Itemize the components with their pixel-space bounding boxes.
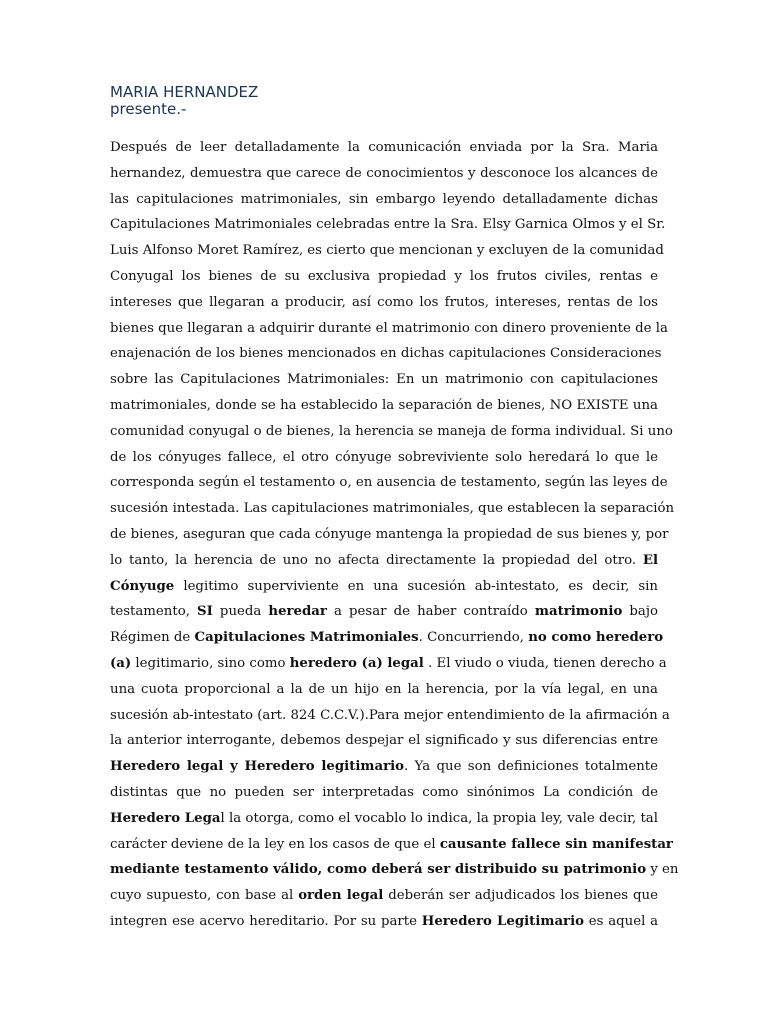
- text-run: lo tanto, la herencia de uno no afecta directamente la propiedad del otro.: [110, 552, 643, 568]
- text-run: matrimoniales, donde se ha establecido la separación de bienes, NO EXISTE una: [110, 397, 658, 413]
- text-run: sobre las Capitulaciones Matrimoniales: En un matrimonio con capitulaciones: [110, 372, 658, 388]
- text-run: de bienes, aseguran que cada cónyuge mantenga la propiedad de sus bienes y, por: [110, 526, 669, 542]
- text-run: y en: [646, 862, 679, 878]
- text-run: corresponda según el testamento o, en ausencia de testamento, según las leyes de: [110, 475, 668, 491]
- text-run: intereses que llegaran a producir, así como los frutos, intereses, rentas de los: [110, 294, 658, 310]
- bold-text-run: (a): [110, 655, 132, 671]
- text-run: integren ese acervo hereditario. Por su parte: [110, 913, 422, 929]
- text-run: testamento,: [110, 604, 198, 620]
- text-line: [110, 625, 664, 651]
- text-run: Régimen de: [110, 630, 195, 646]
- bold-text-run: mediante testamento válido, como deberá ser distribuido su patrimonio: [110, 862, 647, 878]
- text-line: [110, 883, 658, 909]
- text-line: [110, 445, 658, 471]
- text-run: comunidad conyugal o de bienes, la herencia se maneja de forma individual. Si uno: [110, 423, 673, 439]
- text-line: [110, 470, 668, 496]
- text-run: hernandez, demuestra que carece de conocimientos y desconoce los alcances de: [110, 165, 658, 181]
- text-line: [110, 754, 658, 780]
- text-line: [110, 496, 675, 522]
- letter-body-paragraph: [110, 135, 679, 935]
- addressee-name: MARIA HERNANDEZ: [110, 83, 259, 101]
- text-run: sucesión ab-intestato (art. 824 C.C.V.).Para mejor entendimiento de la afirmación a: [110, 707, 670, 723]
- text-run: carácter deviene de la ley en los casos de que el: [110, 836, 440, 852]
- text-run: . Ya que son definiciones totalmente: [404, 759, 658, 775]
- text-run: legitimo superviviente en una sucesión ab-intestato, es decir, sin: [174, 578, 658, 594]
- text-run: pueda: [212, 604, 269, 620]
- bold-text-run: causante fallece sin manifestar: [439, 836, 673, 852]
- text-line: [110, 703, 670, 729]
- text-line: [110, 599, 658, 625]
- text-line: [110, 522, 669, 548]
- text-run: enajenación de los bienes mencionados en dichas capitulaciones Consideraciones: [110, 346, 662, 362]
- text-line: [110, 677, 658, 703]
- text-line: [110, 135, 658, 161]
- text-run: bienes que llegaran a adquirir durante el matrimonio con dinero proveniente de la: [110, 320, 668, 336]
- text-line: [110, 316, 668, 342]
- text-run: l la otorga, como el vocablo lo indica, la propia ley, vale decir, tal: [220, 810, 658, 826]
- text-line: [110, 832, 673, 858]
- bold-text-run: matrimonio: [534, 604, 623, 620]
- bold-text-run: orden legal: [298, 888, 384, 904]
- text-run: Conyugal los bienes de su exclusiva propiedad y los frutos civiles, rentas e: [110, 268, 658, 284]
- text-run: Después de leer detalladamente la comunicación enviada por la Sra. Maria: [110, 140, 658, 155]
- text-line: [110, 161, 658, 187]
- text-run: distintas que no pueden ser interpretadas como sinónimos La condición de: [110, 784, 658, 800]
- text-line: [110, 806, 658, 832]
- document-page: [110, 83, 679, 935]
- text-line: [110, 419, 673, 445]
- bold-text-run: Heredero Legitimario: [421, 913, 584, 929]
- text-line: [110, 393, 658, 419]
- text-run: bajo: [622, 604, 658, 620]
- bold-text-run: Heredero legal y Heredero legitimario: [110, 759, 404, 775]
- bold-text-run: no como heredero: [528, 630, 664, 646]
- bold-text-run: Cónyuge: [110, 578, 175, 594]
- text-line: [110, 857, 679, 883]
- text-line: [110, 238, 664, 264]
- text-line: [110, 574, 658, 600]
- text-run: legitimario, sino como: [131, 655, 290, 671]
- bold-text-run: Capitulaciones Matrimoniales: [194, 630, 419, 646]
- text-run: la anterior interrogante, debemos despejar el significado y sus diferencias entre: [110, 733, 658, 749]
- text-run: una cuota proporcional a la de un hijo en la herencia, por la vía legal, en una: [110, 681, 658, 697]
- text-run: . Concurriendo,: [418, 630, 529, 646]
- bold-text-run: Heredero Lega: [110, 810, 221, 826]
- bold-text-run: SI: [197, 604, 213, 620]
- text-run: cuyo supuesto, con base al: [110, 888, 299, 904]
- text-run: sucesión intestada. Las capitulaciones matrimoniales, que establecen la separación: [110, 501, 675, 517]
- text-line: [110, 909, 658, 935]
- text-line: [110, 780, 658, 806]
- text-line: [110, 290, 658, 316]
- text-line: [110, 187, 658, 213]
- text-run: de los cónyuges fallece, el otro cónyuge sobreviviente solo heredará lo que le: [110, 449, 658, 465]
- text-line: [110, 212, 666, 238]
- text-run: Capitulaciones Matrimoniales celebradas entre la Sra. Elsy Garnica Olmos y el Sr.: [110, 217, 666, 233]
- text-line: [110, 264, 658, 290]
- text-run: deberán ser adjudicados los bienes que: [383, 888, 658, 904]
- bold-text-run: El: [642, 552, 658, 568]
- text-run: a pesar de haber contraído: [326, 604, 535, 620]
- text-run: es aquel a: [584, 913, 659, 929]
- text-line: [110, 367, 658, 393]
- bold-text-run: heredero (a) legal: [289, 655, 424, 671]
- text-line: [110, 341, 662, 367]
- bold-text-run: heredar: [268, 604, 327, 620]
- text-run: . El viudo o viuda, tienen derecho a: [423, 655, 667, 671]
- salutation: presente.-: [110, 100, 187, 118]
- text-line: [110, 728, 658, 754]
- text-line: [110, 548, 658, 574]
- text-line: [110, 651, 667, 677]
- text-run: las capitulaciones matrimoniales, sin embargo leyendo detalladamente dichas: [110, 191, 658, 207]
- text-run: Luis Alfonso Moret Ramírez, es cierto que mencionan y excluyen de la comunidad: [110, 243, 664, 259]
